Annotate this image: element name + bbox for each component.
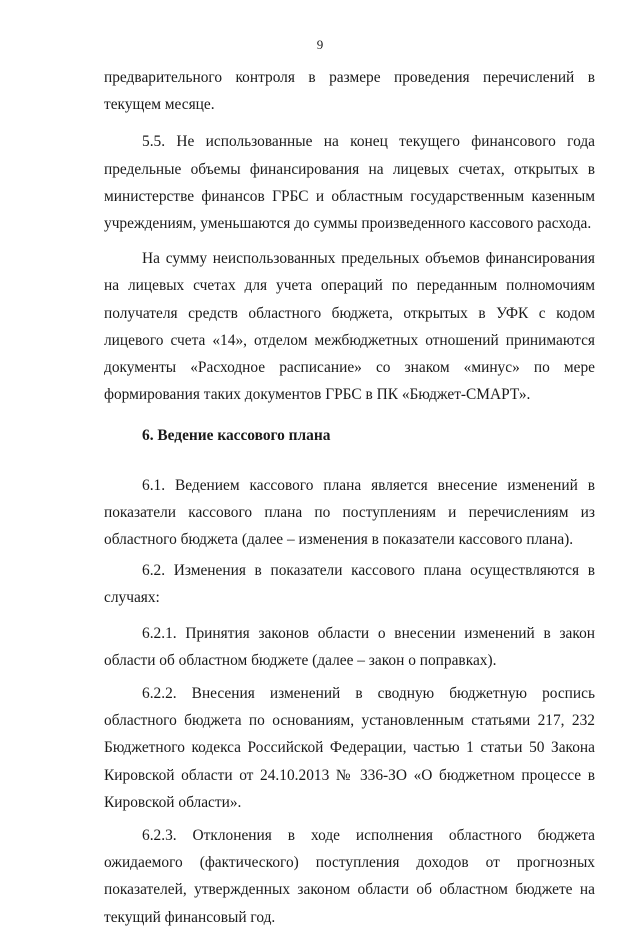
document-body xyxy=(104,64,595,931)
paragraph-6-1: 6.1. Ведением кассового плана является внесение изменений в показатели кассового плана по поступлениям и перечислениям из областного бюджета (далее – изменения в показатели кассового плана). xyxy=(104,476,595,549)
paragraph-continuation: предварительного контроля в размере проведения перечислений в текущем месяце. xyxy=(104,69,595,114)
paragraph-6-2-3: 6.2.3. Отклонения в ходе исполнения областного бюджета ожидаемого (фактического) поступления доходов от прогнозных показателей, утвержденных законом области об областном бюджете на текущий финансовый год. xyxy=(104,827,595,926)
page-number: 9 xyxy=(316,37,324,52)
paragraph-6-2-1: 6.2.1. Принятия законов области о внесении изменений в закон области об областном бюджете (далее – закон о поправках). xyxy=(104,624,595,669)
paragraph-5-5: 5.5. Не использованные на конец текущего финансового года предельные объемы финансирования на лицевых счетах, открытых в министерстве финансов ГРБС и областным государственным казенным учреждениям, уменьшаются до суммы произведенного кассового расхода. xyxy=(104,133,595,233)
paragraph-6-2-2: 6.2.2. Внесения изменений в сводную бюджетную роспись областного бюджета по основаниям, установленным статьями 217, 232 Бюджетного кодекса Российской Федерации, частью 1 статьи 50 Закона Кировской области от 24.10.2013 № 336-ЗО «О бюджетном процессе в Кировской области». xyxy=(104,685,595,811)
section-heading-6: 6. Ведение кассового плана xyxy=(142,427,331,445)
paragraph-6-2: 6.2. Изменения в показатели кассового плана осуществляются в случаях: xyxy=(104,562,595,607)
paragraph-unused-limits: На сумму неиспользованных предельных объемов финансирования на лицевых счетах для учета операций по переданным полномочиям получателя средств областного бюджета, открытых в УФК с кодом лицевого счета «14», отделом межбюджетных отношений принимаются документы «Расходное расписание» со знаком «минус» по мере формирования таких документов ГРБС в ПК «Бюджет-СМАРТ». xyxy=(104,250,595,404)
